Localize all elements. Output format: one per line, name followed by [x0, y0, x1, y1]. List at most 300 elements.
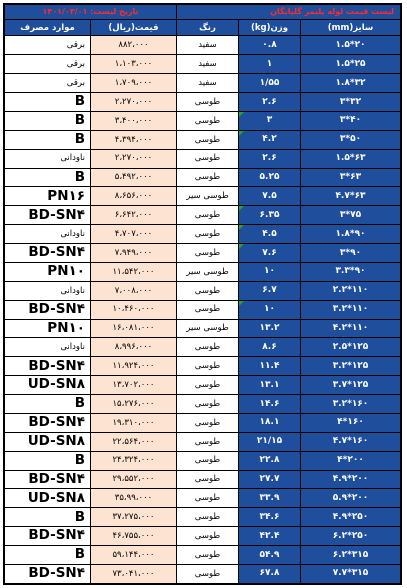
cell-size	[301, 111, 401, 130]
cell-use	[5, 395, 91, 414]
cell-use	[5, 262, 91, 281]
table-row	[5, 508, 401, 527]
cell-size-text: ۶۳*۱.۵	[335, 153, 366, 164]
cell-weight-text: ۳	[266, 115, 273, 126]
cell-color	[176, 470, 238, 489]
cell-weight	[239, 546, 301, 565]
cell-color	[176, 55, 238, 74]
cell-use-text: BD-SN۴	[28, 527, 85, 544]
cell-price	[90, 319, 176, 338]
cell-color	[176, 281, 238, 300]
cell-weight-text: ۴.۲	[262, 134, 277, 145]
cell-use-text: BD-SN۴	[28, 414, 85, 431]
cell-use-text: ناودانی	[60, 285, 85, 296]
cell-size-text: ۹۰*۳.۳	[335, 266, 366, 277]
comment-marker-icon[interactable]	[239, 301, 244, 306]
cell-price	[90, 432, 176, 451]
table-row	[5, 111, 401, 130]
cell-use	[5, 36, 91, 55]
price-table	[4, 4, 401, 584]
table-row	[5, 489, 401, 508]
cell-price-text: ۷،۹۴۹،۰۰۰	[114, 247, 153, 258]
cell-weight-text: ۱۰	[264, 304, 275, 315]
table-row	[5, 395, 401, 414]
cell-use-text: B	[74, 131, 85, 148]
cell-weight-text: ۷.۵	[262, 190, 277, 201]
cell-color	[176, 130, 238, 149]
comment-marker-icon[interactable]	[239, 131, 244, 136]
cell-color	[176, 489, 238, 508]
header-price: قیمت(ریال)	[90, 20, 176, 36]
cell-use	[5, 413, 91, 432]
cell-price-text: ۱۱،۹۲۴،۰۰۰	[112, 361, 155, 372]
cell-use-text: B	[74, 546, 85, 563]
cell-price-text: ۸۸۲،۰۰۰	[118, 40, 149, 51]
table-row	[5, 206, 401, 225]
cell-weight	[239, 338, 301, 357]
cell-size	[301, 281, 401, 300]
cell-weight-text: ۱۰	[264, 266, 275, 277]
cell-weight-text: ۳۴.۶	[259, 511, 280, 522]
cell-size	[301, 451, 401, 470]
cell-price-text: ۳،۴۰۰،۰۰۰	[114, 115, 153, 126]
cell-color	[176, 187, 238, 206]
cell-price-text: ۴۶،۷۵۵،۰۰۰	[112, 530, 155, 541]
cell-size	[301, 564, 401, 583]
title-row	[5, 5, 401, 20]
cell-use-text: BD-SN۴	[28, 206, 85, 223]
cell-use	[5, 546, 91, 565]
cell-price-text: ۱۵،۲۷۶،۰۰۰	[112, 398, 155, 409]
cell-price-text: ۲،۲۷۰،۰۰۰	[114, 96, 153, 107]
cell-color-text: طوسی	[194, 474, 221, 485]
cell-weight	[239, 489, 301, 508]
table-row	[5, 36, 401, 55]
cell-use-text: B	[74, 508, 85, 525]
cell-weight	[239, 300, 301, 319]
cell-weight	[239, 149, 301, 168]
cell-price-text: ۴،۳۹۴،۰۰۰	[114, 134, 153, 145]
cell-use-text: BD-SN۴	[28, 300, 85, 317]
cell-weight-text: ۶.۷	[262, 285, 277, 296]
cell-use	[5, 74, 91, 93]
cell-size	[301, 357, 401, 376]
cell-price	[90, 149, 176, 168]
cell-size	[301, 300, 401, 319]
table-row	[5, 527, 401, 546]
cell-price	[90, 489, 176, 508]
cell-color-text: طوسی	[194, 285, 221, 296]
cell-color-text: طوسی	[194, 247, 221, 258]
cell-use	[5, 281, 91, 300]
cell-price	[90, 262, 176, 281]
cell-weight-text: ۵.۲۵	[259, 172, 280, 183]
cell-size	[301, 376, 401, 395]
cell-size	[301, 508, 401, 527]
cell-color	[176, 564, 238, 583]
cell-size	[301, 93, 401, 112]
cell-size-text: ۴۰*۳	[339, 115, 362, 126]
table-row	[5, 149, 401, 168]
comment-marker-icon[interactable]	[239, 244, 244, 249]
cell-price-text: ۱۱،۵۴۲،۰۰۰	[112, 266, 155, 277]
header-weight: وزن(kg)	[239, 20, 301, 36]
cell-use-text: برقی	[66, 77, 85, 88]
cell-size-text: ۲۰*۱.۵	[335, 39, 366, 50]
cell-size-text: ۵۰*۳	[339, 134, 362, 145]
cell-color	[176, 319, 238, 338]
cell-color	[176, 36, 238, 55]
cell-weight-text: ۵۴.۹	[259, 549, 280, 560]
cell-use-text: ناودانی	[60, 342, 85, 353]
cell-color	[176, 357, 238, 376]
cell-color	[176, 206, 238, 225]
table-row	[5, 432, 401, 451]
table-row	[5, 451, 401, 470]
cell-color-text: طوسی	[194, 304, 221, 315]
cell-price-text: ۱۹،۳۱۰،۰۰۰	[112, 417, 155, 428]
cell-use-text: B	[74, 451, 85, 468]
cell-size	[301, 206, 401, 225]
cell-use-text: UD-SN۸	[27, 376, 85, 393]
cell-size-text: ۲۵۰*۶.۲	[332, 530, 369, 541]
cell-size-text: ۱۶۰*۴	[337, 417, 364, 428]
cell-color	[176, 244, 238, 263]
cell-weight	[239, 281, 301, 300]
cell-color	[176, 527, 238, 546]
cell-use	[5, 319, 91, 338]
cell-use	[5, 93, 91, 112]
cell-weight	[239, 206, 301, 225]
cell-price-text: ۱۶،۰۸۱،۰۰۰	[112, 323, 155, 334]
cell-price	[90, 357, 176, 376]
cell-size-text: ۱۲۵*۲.۵	[332, 341, 369, 352]
cell-color	[176, 225, 238, 244]
cell-price	[90, 413, 176, 432]
cell-price	[90, 206, 176, 225]
cell-weight	[239, 451, 301, 470]
comment-marker-icon[interactable]	[239, 112, 244, 117]
cell-use	[5, 187, 91, 206]
table-row	[5, 546, 401, 565]
cell-price	[90, 36, 176, 55]
cell-price-text: ۱،۱۰۳،۰۰۰	[114, 59, 153, 70]
cell-weight-text: ۱۸.۱	[259, 417, 280, 428]
cell-color	[176, 93, 238, 112]
table-row	[5, 225, 401, 244]
cell-weight-text: ۶.۳۵	[259, 209, 280, 220]
cell-weight-text: ۲.۶	[262, 153, 277, 164]
cell-color-text: طوسی	[194, 398, 221, 409]
cell-weight	[239, 225, 301, 244]
comment-marker-icon[interactable]	[239, 225, 244, 230]
cell-price	[90, 451, 176, 470]
cell-size-text: ۱۱۰*۴.۲	[332, 323, 369, 334]
cell-color-text: طوسی سیر	[186, 191, 229, 202]
cell-size	[301, 413, 401, 432]
header-color: رنگ	[176, 20, 238, 36]
list-title: لیست قیمت لوله پلیمر گلپایگان	[176, 5, 400, 20]
cell-price	[90, 470, 176, 489]
cell-color-text: طوسی	[194, 379, 221, 390]
table-row	[5, 74, 401, 93]
cell-size	[301, 244, 401, 263]
cell-weight	[239, 55, 301, 74]
cell-color	[176, 74, 238, 93]
table-row	[5, 319, 401, 338]
cell-price-text: ۱۳،۷۰۲،۰۰۰	[112, 379, 155, 390]
table-row	[5, 262, 401, 281]
table-row	[5, 300, 401, 319]
cell-weight-text: ۱۳.۱	[259, 379, 280, 390]
table-row	[5, 376, 401, 395]
cell-price-text: ۷،۰۰۸،۰۰۰	[114, 285, 153, 296]
table-row	[5, 244, 401, 263]
cell-use-text: BD-SN۴	[28, 565, 85, 582]
cell-weight-text: ۸.۶	[262, 341, 277, 352]
cell-size-text: ۱۶۰*۳.۲	[332, 398, 369, 409]
cell-color-text: طوسی سیر	[186, 323, 229, 334]
cell-size	[301, 130, 401, 149]
cell-color-text: طوسی	[194, 512, 221, 523]
cell-price	[90, 546, 176, 565]
cell-price-text: ۲۴،۳۲۴،۰۰۰	[112, 455, 155, 466]
cell-size-text: ۲۵*۱.۵	[335, 58, 366, 69]
cell-price-text: ۲۹،۵۵۲،۰۰۰	[112, 474, 155, 485]
cell-price	[90, 395, 176, 414]
cell-price	[90, 187, 176, 206]
cell-size-text: ۳۱۵*۷.۷	[332, 568, 369, 579]
cell-use-text: UD-SN۸	[27, 489, 85, 506]
cell-price	[90, 111, 176, 130]
cell-color-text: طوسی	[194, 436, 221, 447]
cell-use-text: UD-SN۸	[27, 433, 85, 450]
cell-use-text: B	[74, 168, 85, 185]
cell-size	[301, 470, 401, 489]
cell-use	[5, 564, 91, 583]
cell-size-text: ۲۰۰*۴	[337, 455, 364, 466]
cell-size-text: ۳۱۵*۶.۲	[332, 549, 369, 560]
cell-use-text: B	[74, 112, 85, 129]
cell-weight	[239, 130, 301, 149]
cell-size	[301, 527, 401, 546]
cell-price	[90, 564, 176, 583]
cell-use	[5, 111, 91, 130]
cell-weight-text: ۲۷.۷	[259, 474, 280, 485]
cell-color-text: طوسی سیر	[186, 266, 229, 277]
cell-color-text: طوسی	[194, 342, 221, 353]
cell-weight	[239, 527, 301, 546]
cell-use	[5, 244, 91, 263]
cell-price-text: ۳۷،۲۷۵،۰۰۰	[112, 512, 155, 523]
cell-size-text: ۹۰*۱.۸	[335, 228, 366, 239]
cell-use-text: برقی	[66, 59, 85, 70]
cell-use	[5, 338, 91, 357]
cell-weight-text: ۴۲.۴	[259, 530, 280, 541]
cell-size	[301, 432, 401, 451]
cell-color	[176, 111, 238, 130]
cell-weight-text: ۶۷.۸	[259, 568, 280, 579]
cell-color	[176, 546, 238, 565]
cell-size	[301, 546, 401, 565]
cell-size	[301, 338, 401, 357]
cell-size-text: ۲۰۰*۵.۹	[332, 492, 369, 503]
comment-marker-icon[interactable]	[239, 206, 244, 211]
cell-price-text: ۱۰،۴۶۰،۰۰۰	[112, 304, 155, 315]
cell-color	[176, 508, 238, 527]
cell-use	[5, 55, 91, 74]
table-row	[5, 55, 401, 74]
header-size: سایز(mm)	[301, 20, 401, 36]
cell-use	[5, 527, 91, 546]
cell-weight	[239, 508, 301, 527]
cell-use	[5, 206, 91, 225]
table-row	[5, 187, 401, 206]
cell-color-text: طوسی	[194, 172, 221, 183]
cell-weight	[239, 376, 301, 395]
cell-weight	[239, 168, 301, 187]
cell-size	[301, 168, 401, 187]
cell-use	[5, 149, 91, 168]
cell-weight	[239, 432, 301, 451]
cell-price	[90, 300, 176, 319]
cell-color-text: طوسی	[194, 568, 221, 579]
cell-color-text: طوسی	[194, 455, 221, 466]
cell-use	[5, 432, 91, 451]
cell-size-text: ۶۳*۳	[339, 172, 362, 183]
cell-price-text: ۱،۷۰۹،۰۰۰	[114, 77, 153, 88]
cell-use-text: B	[74, 93, 85, 110]
cell-color-text: طوسی	[194, 549, 221, 560]
cell-price	[90, 376, 176, 395]
table-row	[5, 281, 401, 300]
cell-price	[90, 338, 176, 357]
cell-use	[5, 376, 91, 395]
cell-use-text: برقی	[66, 40, 85, 51]
cell-size	[301, 225, 401, 244]
table-row	[5, 168, 401, 187]
cell-price	[90, 281, 176, 300]
cell-weight-text: ۱۴.۶	[259, 398, 280, 409]
cell-price	[90, 508, 176, 527]
cell-price	[90, 74, 176, 93]
cell-weight-text: ۲۲.۸	[259, 455, 280, 466]
cell-use-text: ناودانی	[60, 228, 85, 239]
cell-weight	[239, 244, 301, 263]
cell-color	[176, 451, 238, 470]
cell-color	[176, 262, 238, 281]
cell-size	[301, 262, 401, 281]
cell-color-text: طوسی	[194, 96, 221, 107]
cell-weight	[239, 395, 301, 414]
cell-price-text: ۳۵،۹۹،۰۰۰	[114, 493, 153, 504]
cell-size-text: ۹۰*۳	[339, 247, 362, 258]
cell-size	[301, 149, 401, 168]
cell-weight-text: ۳۳.۹	[259, 492, 280, 503]
cell-price	[90, 55, 176, 74]
cell-weight-text: ۴.۵	[262, 228, 277, 239]
list-date: تاریخ لیست: ۱۴۰۱/۰۳/۰۱	[5, 5, 177, 20]
cell-size-text: ۱۲۵*۳.۷	[332, 379, 369, 390]
cell-size-text: ۱۶۰*۴.۷	[332, 436, 369, 447]
cell-weight	[239, 262, 301, 281]
table-row	[5, 338, 401, 357]
cell-use-text: BD-SN۴	[28, 470, 85, 487]
cell-weight-text: ۱۳.۲	[259, 323, 280, 334]
cell-use-text: BD-SN۴	[28, 244, 85, 261]
header-use: موارد مصرف	[5, 20, 91, 36]
cell-size	[301, 187, 401, 206]
cell-weight-text: ۱۱.۴	[259, 360, 280, 371]
cell-weight-text: ۲۱/۱۵	[256, 436, 283, 447]
cell-use	[5, 451, 91, 470]
cell-weight	[239, 74, 301, 93]
cell-size-text: ۷۵*۳	[339, 209, 362, 220]
cell-price-text: ۷۳،۰۴۱،۰۰۰	[112, 568, 155, 579]
price-list-sheet	[3, 3, 402, 585]
cell-price-text: ۲۲،۵۶۴،۰۰۰	[112, 436, 155, 447]
cell-use-text: PN۱۰	[47, 263, 85, 280]
cell-weight	[239, 93, 301, 112]
cell-price-text: ۵۹،۱۴۴،۰۰۰	[112, 549, 155, 560]
cell-use	[5, 300, 91, 319]
cell-price	[90, 225, 176, 244]
cell-price-text: ۸،۶۵۶،۰۰۰	[114, 191, 153, 202]
cell-size-text: ۳۲*۱.۸	[335, 77, 366, 88]
cell-color	[176, 168, 238, 187]
cell-price	[90, 130, 176, 149]
cell-color-text: طوسی	[194, 228, 221, 239]
cell-size	[301, 319, 401, 338]
cell-weight	[239, 319, 301, 338]
cell-color-text: طوسی	[194, 361, 221, 372]
cell-weight-text: ۱	[266, 58, 273, 69]
cell-use	[5, 489, 91, 508]
cell-size-text: ۶۳*۴.۷	[335, 190, 366, 201]
cell-weight	[239, 357, 301, 376]
cell-size	[301, 36, 401, 55]
cell-weight-text: ۱/۵۵	[259, 77, 280, 88]
table-row	[5, 413, 401, 432]
cell-size	[301, 489, 401, 508]
cell-size-text: ۱۱۰*۳.۲	[332, 304, 369, 315]
cell-weight	[239, 470, 301, 489]
cell-color-text: طوسی	[194, 153, 221, 164]
cell-color-text: طوسی	[194, 210, 221, 221]
cell-color-text: طوسی	[194, 530, 221, 541]
table-row	[5, 564, 401, 583]
cell-price	[90, 93, 176, 112]
cell-use	[5, 357, 91, 376]
cell-color	[176, 149, 238, 168]
cell-use	[5, 508, 91, 527]
cell-weight	[239, 413, 301, 432]
cell-color-text: سفید	[198, 40, 217, 51]
cell-weight	[239, 111, 301, 130]
cell-price	[90, 244, 176, 263]
cell-use	[5, 470, 91, 489]
cell-use	[5, 225, 91, 244]
cell-color	[176, 432, 238, 451]
cell-weight-text: ۲.۶	[262, 96, 277, 107]
cell-color-text: طوسی	[194, 417, 221, 428]
cell-color-text: سفید	[198, 59, 217, 70]
cell-size-text: ۱۱۰*۲.۲	[332, 285, 369, 296]
cell-use-text: B	[74, 395, 85, 412]
cell-use	[5, 168, 91, 187]
cell-price-text: ۵،۴۹۲،۰۰۰	[114, 172, 153, 183]
table-row	[5, 93, 401, 112]
